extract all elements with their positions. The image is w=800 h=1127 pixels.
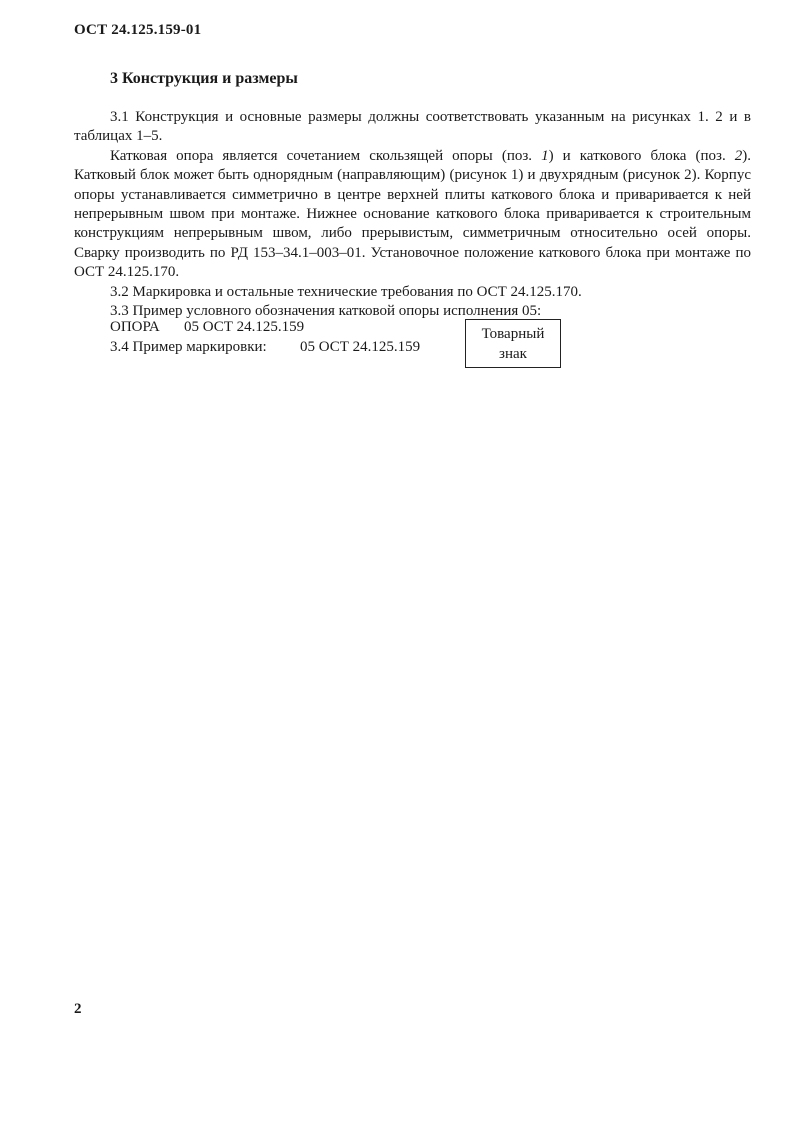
section-body xyxy=(74,108,751,321)
section-title: 3 Конструкция и размеры xyxy=(110,70,298,87)
trademark-line-2: знак xyxy=(499,346,527,362)
paragraph-roller-support xyxy=(74,147,751,283)
page-number: 2 xyxy=(74,1001,82,1017)
paragraph-3-2: 3.2 Маркировка и остальные технические требования по ОСТ 24.125.170. xyxy=(110,283,582,300)
paragraph-roller-support-part-c: ). Катковый блок может быть однорядным (направляющим) (рисунок 1) и двухрядным (рисунок 2). Корпус опоры устанавливается симметрично в центре верхней плиты каткового блока и приваривается к ней непрерывным швом при монтаже. Нижнее основание каткового блока приваривается к строительным конструкциям непрерывным швом, либо прерывистым, симметричным относительно осей опоры. Сварку производить по РД 153–34.1–003–01. Установочное положение каткового блока при монтаже по ОСТ 24.125.170. xyxy=(74,147,752,281)
trademark-line-1: Товарный xyxy=(481,326,545,342)
paragraph-3-3: 3.3 Пример условного обозначения катковой опоры исполнения 05: xyxy=(110,303,542,320)
designation-example-name: ОПОРА xyxy=(110,319,160,335)
position-2-label: 2 xyxy=(734,147,743,164)
marking-example-label: 3.4 Пример маркировки: xyxy=(110,339,267,355)
paragraph-roller-support-part-b: ) и каткового блока (поз. xyxy=(548,147,735,164)
paragraph-roller-support-part-a: Катковая опора является сочетанием скользящей опоры (поз. xyxy=(110,147,542,164)
paragraph-3-1: 3.1 Конструкция и основные размеры должны соответствовать указанным на рисунках 1. 2 и в таблицах 1–5. xyxy=(74,109,751,145)
designation-example-code: 05 ОСТ 24.125.159 xyxy=(184,319,305,335)
trademark-box xyxy=(465,319,561,368)
document-code-header: ОСТ 24.125.159-01 xyxy=(74,22,202,38)
marking-example-code: 05 ОСТ 24.125.159 xyxy=(300,339,421,355)
position-1-label: 1 xyxy=(541,147,549,164)
